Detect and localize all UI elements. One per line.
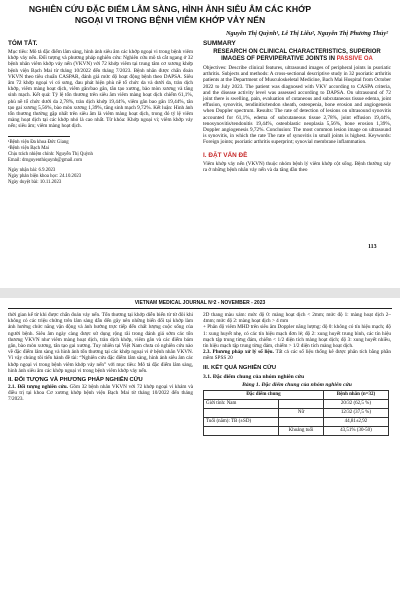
- general-characteristics-subheading: 3.1. Đặc điểm chung của nhóm nghiên cứu: [203, 373, 305, 380]
- submission-dates: [8, 168, 193, 186]
- summary-text: Objectives: Describe clinical features, ultrasound images of peripheral joints in psoriatic arthritis. Subjects and methods: A cross-sectional descriptive study in 32 psoriatic arthritis patients at the Department of Musculoskeletal Medicine, Bach Mai Hospital from October 2022 to July 2023. The patient was diagnosed with VKV according to CASPA criteria, and the disease activity level was assessed according to DAPSA. On ultrasound of 72 joint there is swelling, pain, evaluation of cutaneous and subcutaneous tissue edema, joint effusion, synovitis, tendinitis/tendon sheath, osteopenia, bone erosion and angiogenesis when Doppler spectrum. Results: The rate of detection of lesions on ultrasound synovitis accounted for 61,1%, edema of subcutaneous tissue 2,78%, joint effusion 19,44%, tenosynovitis/tendonitis 19,44%, osteoblastic neoplasia 5,56%, bone erosion 1,39%, Doppler angiogenesis 9,72%. Conclusion: The most common lesion image on ultrasound is synovitis, in which the rate The rate of synovitis in small joints is highest. Keywords: Foreign joints; psoriatic arthritis superprint; synovial membrane inflammation.: [203, 65, 391, 146]
- footnote-email: Email: drnguyenthiquynh@gmail.com: [8, 157, 82, 163]
- left-column: [8, 40, 193, 186]
- table-cell: [204, 409, 279, 418]
- footnote-corresponding-author: Chịu trách nhiệm chính: Nguyễn Thị Quỳnh: [8, 151, 93, 157]
- results-heading: III. KẾT QUẢ NGHIÊN CỨU: [203, 364, 277, 371]
- table-cell: 20/32 (62,5 %): [323, 400, 388, 409]
- page-separator: [0, 288, 400, 298]
- table-cell: Khoảng tuổi: [279, 427, 324, 436]
- introduction-continued: thời gian kể từ khi được chẩn đoán vảy nến. Tổn thương tại khớp diễn biến từ từ đôi khi không có các triệu chứng trên lâm sàng dẫn đến gây nên những biến đổi tại khớp làm ảnh hưởng chức năng vận động và ảnh hưởng trực tiếp đến chất lượng cuộc sống của người bệnh. Siêu âm ngày càng được sử dụng rộng rãi trong đánh giá sớm các tổn thương VKVN như viêm màng hoạt dịch, tràn dịch khớp, viêm gân và các điểm bám gân, bào mòn xương, tân tạo gai xương. Tuy nhiên tại Việt Nam chưa có nghiên cứu nào về đặc điểm lâm sàng và hình ảnh tổn thương tại các khớp ngoại vi ở bệnh nhân VKVN. Vì vậy chúng tôi tiến hành đề tài: “Nghiên cứu đặc điểm lâm sàng, hình ảnh siêu âm các khớp ngoại vi trong bệnh viêm khớp vảy nến” với mục tiêu: Mô tả đặc điểm lâm sàng, hình ảnh siêu âm các khớp ngoại vi trong bệnh viêm khớp vảy nến.: [8, 312, 193, 374]
- date-reviewed: Ngày phản biện khoa học: 24.10.2023: [8, 173, 82, 179]
- synovial-grading-gray: 2D thang màu xám: mức độ 0: màng hoạt dịch < 2mm; mức độ 1: màng hoạt dịch 2– 4mm; mức độ 2: màng hoạt dịch > 4 mm: [203, 312, 391, 325]
- table-cell: [204, 427, 279, 436]
- table-cell: Giới tính: Nam: [204, 400, 279, 409]
- footnote-divider: [8, 136, 70, 137]
- table-cell: Nữ: [279, 409, 324, 418]
- subjects-text: Gồm 32 bệnh nhân VKVN với 72 khớp ngoại vi khám và điều trị tại khoa Cơ xương khớp bệnh viện Bạch Mai từ tháng 10/2022 đến tháng 7/2023.: [8, 384, 193, 403]
- header-rule: [8, 308, 392, 309]
- abstract-heading: TÓM TẮT.: [8, 40, 38, 47]
- table-header-characteristic: Đặc điểm chung: [204, 391, 324, 400]
- table-row: [204, 418, 389, 427]
- page-113: [0, 0, 400, 288]
- introduction-heading: [203, 152, 391, 159]
- abstract-text: Mục tiêu: Mô tả đặc điểm lâm sàng, hình ảnh siêu âm các khớp ngoại vi trong bệnh viêm khớp vảy nến. Đối tượng và phương pháp nghiên cứu: Nghiên cứu mô tả cắt ngang ở 32 bệnh nhân viêm khớp vảy nến (VKVN) với 72 khớp viêm tại trung tâm cơ xương khớp bệnh viện Bạch Mai từ tháng 10/2022 đến tháng 7/2023. Bệnh nhân được chẩn đoán VKVN theo tiêu chuẩn CASPAR, đánh giá mức độ hoạt động bệnh theo DAPSA. Siêu âm 72 khớp ngoại vi có sưng, đau phát hiện phù nề tổ chức da và dưới da, tràn dịch khớp, viêm màng hoạt dịch, viêm gân/bao gân, tăn tạo xương, bào mòn xương và tăng sinh mạch. Kết quả: Tỷ lệ tổn thương trên siêu âm viêm màng hoạt dịch chiếm 61,1%, phù nề tổ chức dưới da 2,78%, tràn dịch khớp 19,44%, viêm gân bao gân 19,44%, tân tạo gai xương 5,56%, bào mòn xương 1,39%, tăng sinh mạch 9,72%. Kết luận: Hình ảnh tổn thương thường gặp nhất trên siêu âm là viêm màng hoạt dịch, trong đó tỷ lệ viêm màng hoạt dịch tại các khớp nhỏ là cao nhất. Từ khóa: Khớp ngoại vi; viêm khớp vảy nến; siêu âm; viêm màng hoạt dịch.: [8, 49, 193, 130]
- page-number: 113: [368, 244, 377, 250]
- table-cell: Tuổi (năm): TB (±SD): [204, 418, 279, 427]
- subjects-subheading: 2.1. Đối tượng nghiên cứu.: [8, 384, 68, 391]
- table-header-patients: Bệnh nhân (n=32): [323, 391, 388, 400]
- synovial-grading-doppler: + Phân độ viêm MHD trên siêu âm Doppler năng lượng: độ 0: không có tín hiệu mạch; độ 1: xung huyết nhẹ, có các tín hiệu mạch đơn lẻ; độ 2: xung huyết trung bình, các tín hiệu mạch tập trung từng đám, chiếm < 1/2 diện tích màng hoạt dịch; độ 3: xung huyết nhiều, tín hiệu mạch tập trung từng đám, chiếm > 1/2 diện tích màng hoạt dịch.: [203, 324, 391, 350]
- right-column: [203, 40, 391, 173]
- footnote-affiliation-1: ¹Bệnh viện Đa khoa Đức Giang: [8, 139, 69, 145]
- english-title: [203, 49, 391, 63]
- table-1: [203, 390, 389, 436]
- table-row: [204, 427, 389, 436]
- article-title: NGHIÊN CỨU ĐẶC ĐIỂM LÂM SÀNG, HÌNH ẢNH SIÊU ÂM CÁC KHỚP NGOẠI VI TRONG BỆNH VIÊM KHỚP VẢY NẾN: [28, 4, 312, 25]
- english-title-main: RESEARCH ON CLINICAL CHARACTERISTICS, SUPERIOR IMAGES OF PERVIPERATIVE JOINTS IN: [213, 49, 381, 62]
- table-header-row: [204, 391, 389, 400]
- subjects-paragraph: [8, 384, 193, 403]
- journal-running-header: VIETNAM MEDICAL JOURNAL Nº2 - NOVEMBER - 2023: [134, 300, 266, 306]
- data-processing-text: Tất cả các số liệu thống kê được phân tích bằng phần mềm SPSS 20: [203, 349, 392, 362]
- date-received: Ngày nhận bài: 6.9.2023: [8, 167, 56, 173]
- methods-heading: II. ĐỐI TƯỢNG VÀ PHƯƠNG PHÁP NGHIÊN CỨU: [8, 377, 143, 384]
- introduction-text: Viêm khớp vảy nến (VKVN) thuộc nhóm bệnh lý viêm khớp cột sống. Bệnh thường xảy ra ở những bệnh nhân vảy nến và da tăng dần theo: [203, 160, 391, 173]
- page2-right-column: [203, 312, 391, 436]
- table-1-title: Bảng 1. Đặc điểm chung của nhóm nghiên cứu: [242, 381, 352, 388]
- page2-left-column: [8, 312, 193, 403]
- footnote-affiliation-2: ²Bệnh viện Bạch Mai: [8, 145, 50, 151]
- data-processing-paragraph: [203, 349, 391, 361]
- date-accepted: Ngày duyệt bài: 10.11.2023: [8, 179, 62, 185]
- data-processing-subheading: 2.3. Phương pháp xử lý số liệu.: [203, 349, 274, 356]
- table-cell: 44,81±2,92: [323, 418, 388, 427]
- table-row: [204, 400, 389, 409]
- table-cell: 43,51% (30-50): [323, 427, 388, 436]
- english-title-highlight: PASSIVE OA: [336, 56, 373, 62]
- introduction-heading-number: I.: [203, 151, 207, 159]
- introduction-heading-text: ĐẶT VẤN ĐỀ: [208, 151, 248, 159]
- table-row: [204, 409, 389, 418]
- table-cell: [279, 418, 324, 427]
- summary-heading: SUMMARY: [203, 40, 236, 47]
- page-114: [0, 298, 400, 600]
- table-cell: 12/32 (37,5 %): [323, 409, 388, 418]
- table-cell: [279, 400, 324, 409]
- author-list: Nguyễn Thị Quỳnh¹, Lê Thị Liễu², Nguyễn Thị Phương Thủy²: [225, 30, 388, 37]
